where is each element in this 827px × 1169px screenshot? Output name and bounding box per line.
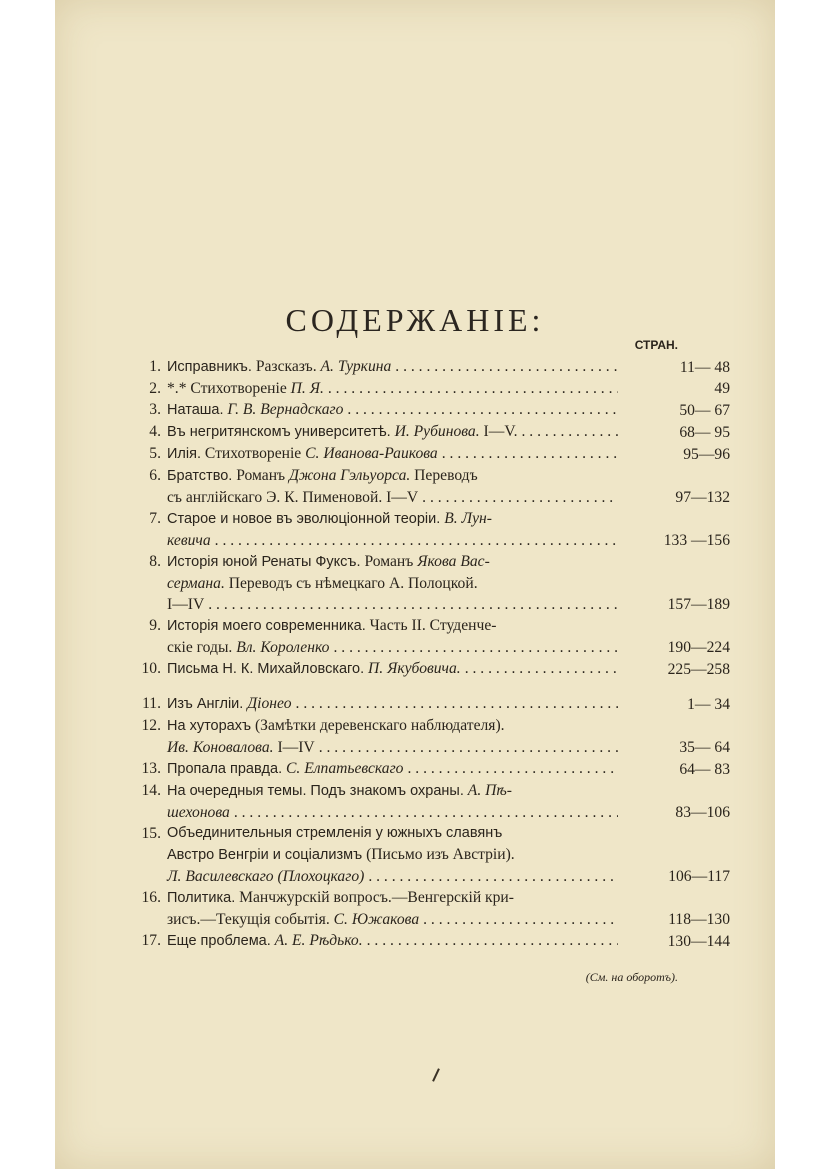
page-range: 83—106 <box>675 804 730 821</box>
toc-entry[interactable]: 17. Еще проблема. А. Е. Рѣдько. . . . 130—144 <box>167 930 730 952</box>
page-range: 133 —156 <box>663 532 730 549</box>
page-range: 130—144 <box>667 933 730 950</box>
toc-entry[interactable]: 3. Наташа. Г. В. Вернадскаго . . . 50— 67 <box>167 399 730 421</box>
pencil-mark <box>432 1068 440 1082</box>
toc-entry[interactable]: 13. Пропала правда. С. Елпатьевскаго . . . 64— 83 <box>167 758 730 780</box>
page-range: 118—130 <box>668 911 730 928</box>
toc-entry[interactable]: 6. Братство. Романъ Джона Гэльуорса. Переводъ съ англійскаго Э. К. Пименовой. I—V . . . 97—132 <box>167 465 730 508</box>
page-range: 35— 64 <box>679 739 730 756</box>
toc-entry[interactable]: 2. *.* Стихотвореніе П. Я. . . . 49 <box>167 378 730 399</box>
toc-entry[interactable]: 16. Политика. Манчжурскій вопросъ.—Венгерскій кри- зисъ.—Текущія событія. С. Южакова . . . 118—130 <box>167 887 730 930</box>
toc-entry[interactable]: 8. Исторія юной Ренаты Фуксъ. Романъ Якова Вас- сермана. Переводъ съ нѣмецкаго А. Полоцкой. I—IV . . . 157—189 <box>167 551 730 615</box>
document-page <box>55 0 775 1169</box>
pages-column-header: СТРАН. <box>634 338 678 352</box>
page-range: 11— 48 <box>679 359 730 376</box>
page-range: 68— 95 <box>679 424 730 441</box>
page-range: 95—96 <box>683 446 730 463</box>
toc-entry[interactable]: 10. Письма Н. К. Михайловскаго. П. Якубовича. . . . 225—258 <box>167 658 730 680</box>
toc-entry[interactable]: 15. Объединительныя стремленія у южныхъ славянъ Австро Венгріи и соціализмъ (Письмо изъ Австріи). Л. Василевскаго (Плохоцкаго) . . . 106—117 <box>167 823 730 887</box>
page-title: СОДЕРЖАНІЕ: <box>285 302 545 338</box>
toc-entry[interactable]: 4. Въ негритянскомъ университетѣ. И. Рубинова. I—V. . . . 68— 95 <box>167 421 730 443</box>
table-of-contents <box>141 356 730 952</box>
section-gap <box>167 680 730 693</box>
page-range: 157—189 <box>667 596 730 613</box>
page-range: 50— 67 <box>679 402 730 419</box>
page-range: 64— 83 <box>679 761 730 778</box>
page-range: 1— 34 <box>687 696 730 713</box>
toc-entry[interactable]: 12. На хуторахъ (Замѣтки деревенскаго наблюдателя). Ив. Коновалова. I—IV . . . 35— 64 <box>167 715 730 758</box>
toc-entry[interactable]: 7. Старое и новое въ эволюціонной теоріи. В. Лун- кевича . . . 133 —156 <box>167 508 730 551</box>
toc-entry[interactable]: 11. Изъ Англіи. Діонео . . . 1— 34 <box>167 693 730 715</box>
toc-entry[interactable]: 14. На очередныя темы. Подъ знакомъ охраны. А. Пѣ- шехонова . . . 83—106 <box>167 780 730 823</box>
see-reverse-note: (См. на оборотъ). <box>585 970 678 984</box>
toc-entry[interactable]: 1. Исправникъ. Разсказъ. А. Туркина . . . 11— 48 <box>167 356 730 378</box>
page-range: 106—117 <box>668 868 730 885</box>
toc-entry[interactable]: 9. Исторія моего современника. Часть II. Студенче- скіе годы. Вл. Короленко . . . 190—224 <box>167 615 730 658</box>
toc-entry[interactable]: 5. Илія. Стихотвореніе С. Иванова-Раикова . . . 95—96 <box>167 443 730 465</box>
page-range: 190—224 <box>667 639 730 656</box>
page-range: 225—258 <box>667 661 730 678</box>
page-range: 97—132 <box>675 489 730 506</box>
page-range: 49 <box>714 380 730 397</box>
